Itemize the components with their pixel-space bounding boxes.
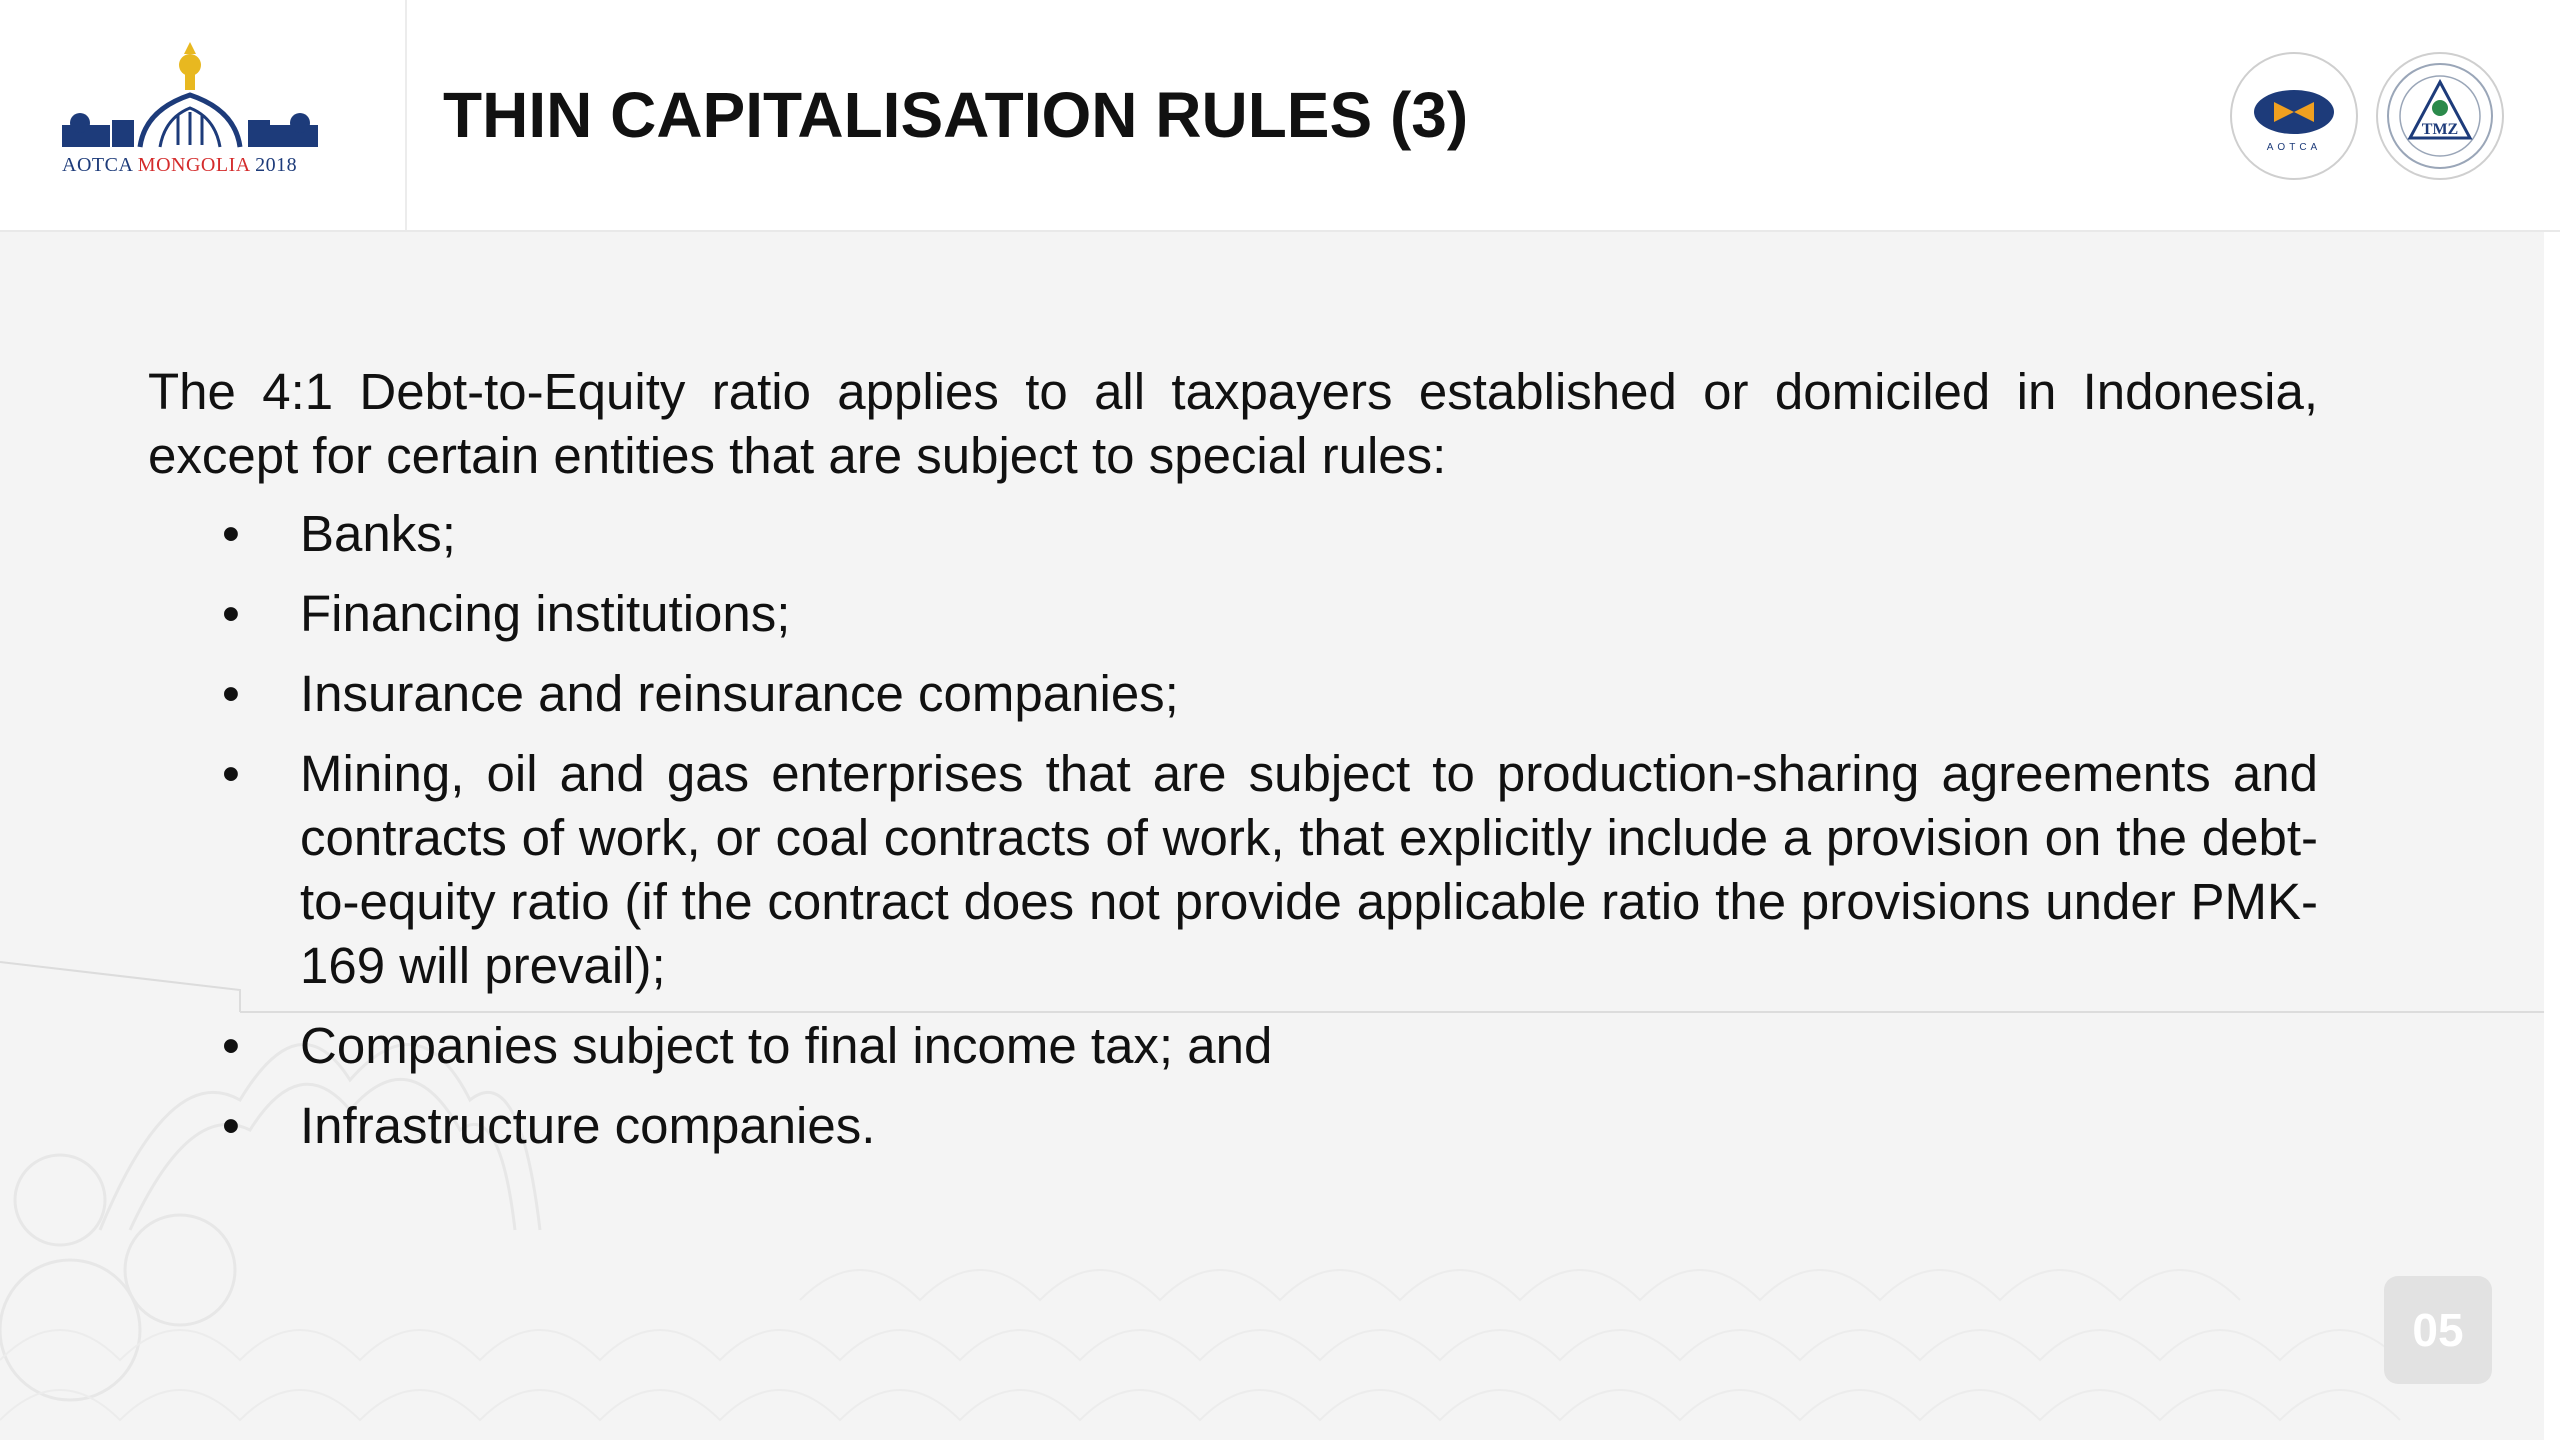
- tmz-badge: [2376, 52, 2504, 180]
- list-item-text: Financing institutions;: [300, 585, 791, 642]
- list-item-text: Infrastructure companies.: [300, 1097, 876, 1154]
- aotca-badge: [2230, 52, 2358, 180]
- list-item-text: Mining, oil and gas enterprises that are subject to production-sharing agreements and contracts of work, or coal contracts of work, that explicitly include a provision on the debt-to-equity ratio (if the contract does not provide applicable ratio the provisions under PMK-169 will prevail);: [300, 745, 2318, 994]
- aotca-badge-label: AOTCA: [2266, 142, 2322, 153]
- tmz-emblem-icon: [2378, 54, 2502, 178]
- aotca-mongolia-logo: [0, 0, 407, 230]
- bullet-icon: •: [222, 1017, 240, 1074]
- intro-paragraph: The 4:1 Debt-to-Equity ratio applies to all taxpayers established or domiciled in Indonesia, except for certain entities that are subject to special rules:: [148, 363, 2318, 484]
- slide-body: [148, 360, 2318, 1174]
- list-item-text: Insurance and reinsurance companies;: [300, 665, 1179, 722]
- list-item: [148, 582, 2318, 646]
- slide-header: [0, 0, 2560, 232]
- page-title: THIN CAPITALISATION RULES (3): [443, 79, 1469, 151]
- list-item: [148, 1094, 2318, 1158]
- bullet-icon: •: [222, 745, 240, 802]
- list-item: [148, 502, 2318, 566]
- list-item-text: Companies subject to final income tax; and: [300, 1017, 1273, 1074]
- list-item: [148, 662, 2318, 726]
- exception-list: [148, 502, 2318, 1158]
- bullet-icon: •: [222, 1097, 240, 1154]
- page-number: 05: [2384, 1276, 2492, 1384]
- logo-caption: AOTCA MONGOLIA 2018: [62, 154, 298, 176]
- tmz-badge-label: TMZ: [2421, 121, 2459, 138]
- list-item: [148, 1014, 2318, 1078]
- list-item: [148, 742, 2318, 998]
- bullet-icon: •: [222, 665, 240, 722]
- bullet-icon: •: [222, 505, 240, 562]
- mongolia-palace-icon: [50, 40, 340, 155]
- bullet-icon: •: [222, 585, 240, 642]
- list-item-text: Banks;: [300, 505, 456, 562]
- aotca-emblem-icon: [2232, 54, 2356, 178]
